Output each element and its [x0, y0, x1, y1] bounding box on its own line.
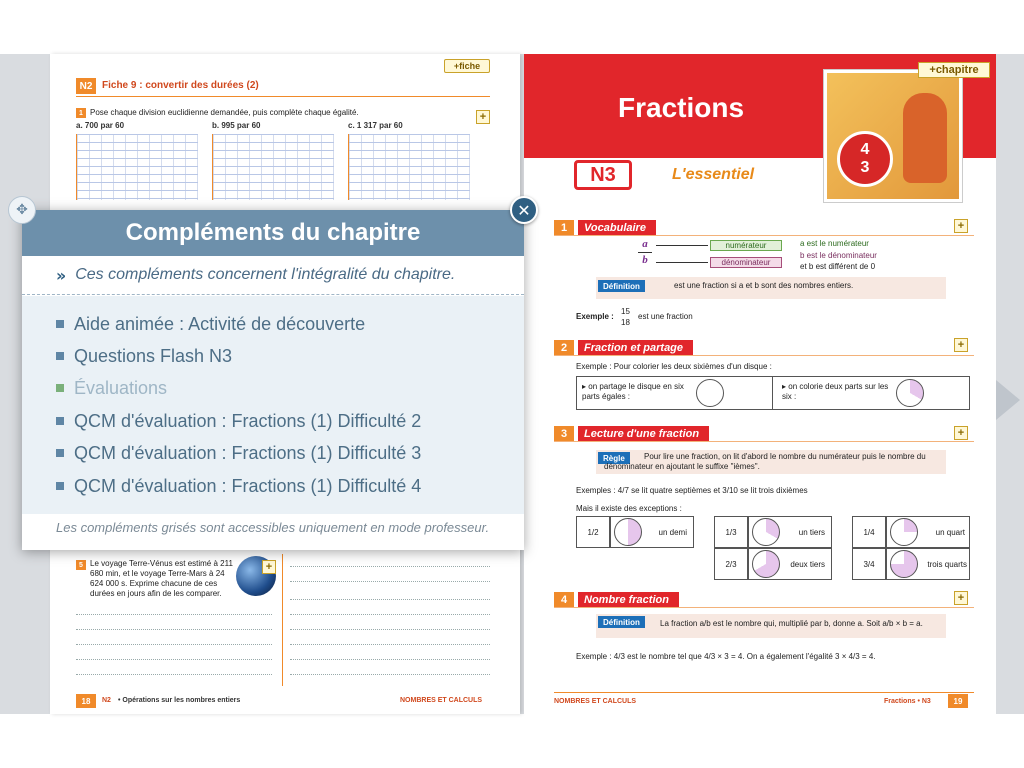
- vocab-note: a est le numérateur: [800, 239, 869, 248]
- close-icon[interactable]: ✕: [510, 196, 538, 224]
- item-label: QCM d'évaluation : Fractions (1) Difficulté 2: [74, 410, 422, 431]
- fraction-bar: [638, 252, 652, 253]
- disk-third: [752, 518, 780, 546]
- fraction-name: un quart: [886, 516, 970, 548]
- item-label: Aide animée : Activité de découverte: [74, 313, 366, 334]
- partage-step: ▸ on colorie deux parts sur les six :: [782, 382, 889, 401]
- page-title: Fractions: [618, 92, 745, 123]
- bullet-icon: [56, 482, 64, 490]
- popup-subtitle-row: [56, 264, 455, 286]
- disk-quarter: [890, 518, 918, 546]
- fraction-name: trois quarts: [886, 548, 970, 580]
- definition-tag: Définition: [598, 280, 645, 292]
- cover-denominator: 3: [860, 159, 870, 176]
- fiche-button-label: fiche: [459, 61, 481, 71]
- answer-line: [290, 566, 490, 567]
- footer-title: • Opérations sur les nombres entiers: [118, 697, 241, 704]
- fraction-cell: 1/4: [852, 516, 886, 548]
- numerateur-box: numérateur: [710, 240, 782, 251]
- complement-item-qcm-2[interactable]: [56, 409, 421, 433]
- division-a: a. 700 par 60: [76, 121, 125, 130]
- item-label: Évaluations: [74, 377, 168, 398]
- complement-item-aide-animee[interactable]: [56, 312, 365, 336]
- answer-line: [290, 644, 490, 645]
- definition-text: est une fraction si a et b sont des nombres entiers.: [674, 281, 854, 290]
- fraction-cell: 1/2: [576, 516, 610, 548]
- move-icon[interactable]: ✥: [8, 196, 36, 224]
- popup-subtitle: Ces compléments concernent l'intégralité du chapitre.: [75, 266, 456, 283]
- example-denominator: 18: [621, 318, 630, 327]
- divider: [22, 294, 524, 295]
- table-divider: [772, 376, 773, 410]
- complement-item-qcm-3[interactable]: [56, 441, 421, 465]
- essentiel-title: L'essentiel: [672, 166, 755, 183]
- column-divider: [282, 554, 283, 686]
- example-label: Exemple :: [576, 312, 614, 321]
- chapter-tag: N2: [76, 78, 96, 94]
- plus-button[interactable]: +: [954, 426, 968, 440]
- double-chevron-icon: ››: [56, 265, 64, 285]
- section-number: 4: [554, 592, 574, 608]
- fiche-title: Fiche 9 : convertir des durées (2): [102, 80, 259, 91]
- fiche-button[interactable]: [444, 59, 490, 73]
- bullet-icon: [56, 352, 64, 360]
- answer-line: [290, 581, 490, 582]
- divider: [76, 96, 490, 97]
- disk-two-sixths: [896, 379, 924, 407]
- footer-theme: NOMBRES ET CALCULS: [554, 698, 637, 705]
- vocab-a: a: [642, 238, 648, 250]
- section-rule: [554, 441, 974, 442]
- plus-button[interactable]: +: [954, 591, 968, 605]
- section-rule: [554, 355, 974, 356]
- arrow: [656, 245, 708, 246]
- item-label: Questions Flash N3: [74, 345, 233, 366]
- chapitre-button-label: chapitre: [935, 64, 979, 76]
- rule-tag: Règle: [598, 452, 630, 464]
- answer-line: [290, 629, 490, 630]
- section-number: 3: [554, 426, 574, 442]
- partage-step: ▸ on partage le disque en six parts égales :: [582, 382, 684, 401]
- disk-three-quarters: [890, 550, 918, 578]
- answer-line: [76, 614, 272, 615]
- plus-icon: +: [929, 64, 936, 76]
- chapter-badge: N3: [574, 160, 632, 190]
- plus-button[interactable]: +: [954, 219, 968, 233]
- fraction-name: un demi: [610, 516, 694, 548]
- vocab-b: b: [642, 254, 648, 266]
- disk-six-parts: [696, 379, 724, 407]
- definition-text: La fraction a/b est le nombre qui, multiplié par b, donne a. Soit a/b × b = a.: [660, 619, 923, 628]
- plus-button[interactable]: +: [476, 110, 490, 124]
- arrow: [656, 262, 708, 263]
- bullet-icon: [56, 320, 64, 328]
- popup-title: Compléments du chapitre: [22, 210, 524, 256]
- fraction-cell: 3/4: [852, 548, 886, 580]
- bullet-icon: [56, 384, 64, 392]
- answer-line: [76, 659, 272, 660]
- disk-half: [614, 518, 642, 546]
- vocab-note: b est le dénominateur: [800, 251, 877, 260]
- complement-item-qcm-4[interactable]: [56, 474, 421, 498]
- plus-icon: +: [453, 61, 460, 71]
- answer-line: [76, 629, 272, 630]
- lecture-examples: Exemples : 4/7 se lit quatre septièmes et 3/10 se lit trois dixièmes: [576, 486, 808, 495]
- section-title: Nombre fraction: [578, 592, 679, 608]
- bullet-icon: [56, 417, 64, 425]
- answer-grid[interactable]: [348, 134, 470, 200]
- fraction-cell: 1/3: [714, 516, 748, 548]
- exercise-text: Le voyage Terre-Vénus est estimé à 211 680 min, et le voyage Terre-Mars à 24 624 000 s. Exprime chacune de ces durées en jours afin de les comparer.: [90, 559, 233, 598]
- section-title: Vocabulaire: [578, 220, 656, 236]
- complements-popup: [22, 210, 524, 550]
- section-title: Fraction et partage: [578, 340, 693, 356]
- footer-rule: [554, 692, 974, 693]
- complement-item-questions-flash[interactable]: [56, 344, 232, 368]
- section-number: 2: [554, 340, 574, 356]
- exercise-number: 1: [76, 108, 86, 118]
- partage-example: Exemple : Pour colorier les deux sixièmes d'un disque :: [576, 362, 772, 371]
- footer-theme: NOMBRES ET CALCULS: [400, 697, 483, 704]
- fraction-cell: 2/3: [714, 548, 748, 580]
- section-title: Lecture d'une fraction: [578, 426, 709, 442]
- example-text: est une fraction: [638, 312, 693, 321]
- nombre-example: Exemple : 4/3 est le nombre tel que 4/3 × 3 = 4. On a également l'égalité 3 × 4/3 = 4.: [576, 652, 876, 661]
- answer-line: [76, 644, 272, 645]
- chapter-illustration: [824, 70, 962, 202]
- item-label: QCM d'évaluation : Fractions (1) Difficulté 3: [74, 442, 422, 463]
- exercise-instruction: Pose chaque division euclidienne demandée, puis complète chaque égalité.: [90, 108, 359, 117]
- fraction-name: deux tiers: [748, 548, 832, 580]
- plus-button[interactable]: +: [262, 560, 276, 574]
- answer-grid[interactable]: [212, 134, 334, 200]
- plus-button[interactable]: +: [954, 338, 968, 352]
- answer-line: [290, 674, 490, 675]
- division-b: b. 995 par 60: [212, 121, 261, 130]
- fox-character: [903, 93, 947, 183]
- page-number: 19: [948, 694, 968, 708]
- answer-line: [290, 599, 490, 600]
- exceptions-label: Mais il existe des exceptions :: [576, 504, 682, 513]
- disk-two-thirds: [752, 550, 780, 578]
- rule-text: Pour lire une fraction, on lit d'abord le nombre du numérateur puis le nombre du dénominateur en ajoutant le suffixe "ièmes".: [604, 452, 926, 471]
- answer-line: [290, 659, 490, 660]
- section-rule: [554, 235, 974, 236]
- page-number: 18: [76, 694, 96, 708]
- answer-grid[interactable]: [76, 134, 198, 200]
- item-label: QCM d'évaluation : Fractions (1) Difficulté 4: [74, 475, 422, 496]
- footer-chapter: Fractions • N3: [884, 698, 931, 705]
- cover-numerator: 4: [860, 141, 870, 158]
- chapitre-button[interactable]: [918, 62, 990, 78]
- footer-chapter: N2: [102, 697, 111, 704]
- fraction-name: un tiers: [748, 516, 832, 548]
- denominateur-box: dénominateur: [710, 257, 782, 268]
- answer-line: [290, 614, 490, 615]
- example-numerator: 15: [621, 307, 630, 316]
- bullet-icon: [56, 449, 64, 457]
- popup-list: [22, 296, 524, 514]
- exercise-number: 5: [76, 560, 86, 570]
- next-page-arrow[interactable]: [996, 380, 1020, 420]
- definition-tag: Définition: [598, 616, 645, 628]
- popup-footer-note: Les compléments grisés sont accessibles uniquement en mode professeur.: [56, 520, 490, 535]
- complement-item-evaluations: [56, 376, 167, 400]
- fraction-sign: [837, 131, 893, 187]
- section-rule: [554, 607, 974, 608]
- section-number: 1: [554, 220, 574, 236]
- division-c: c. 1 317 par 60: [348, 121, 403, 130]
- right-page: [524, 54, 996, 714]
- vocab-note: et b est différent de 0: [800, 262, 876, 271]
- answer-line: [76, 674, 272, 675]
